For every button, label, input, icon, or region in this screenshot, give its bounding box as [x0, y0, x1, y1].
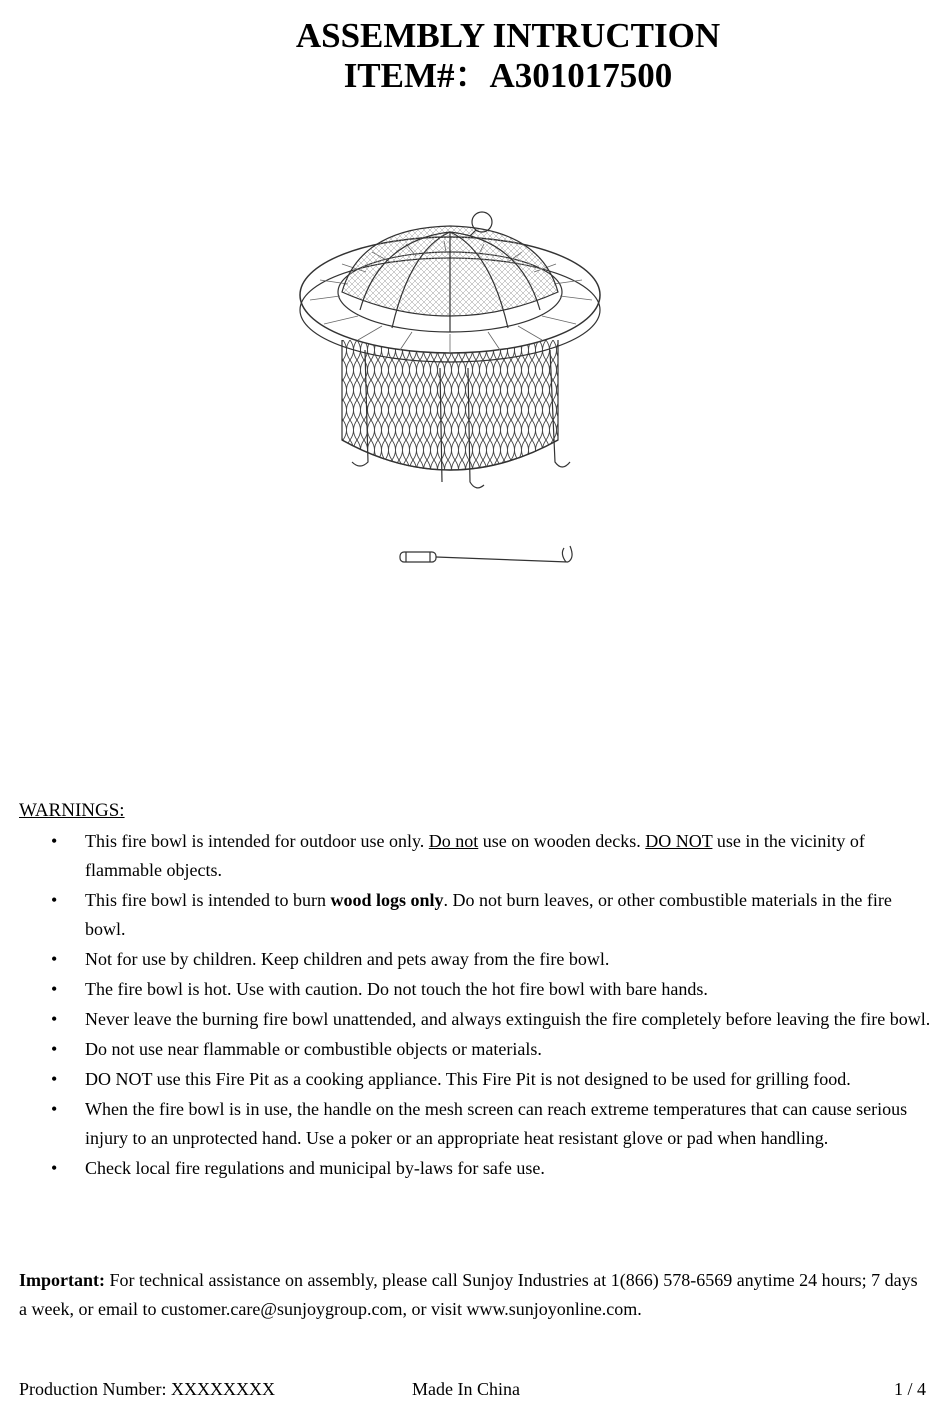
important-label: Important:	[19, 1270, 105, 1290]
warning-item: • DO NOT use this Fire Pit as a cooking appliance. This Fire Pit is not designed to be used for grilling food.	[19, 1065, 931, 1094]
warnings-heading: WARNINGS:	[19, 800, 125, 821]
page-number: 1 / 4	[893, 1379, 926, 1399]
warning-item: • The fire bowl is hot. Use with caution. Do not touch the hot fire bowl with bare hands.	[19, 975, 931, 1004]
fire-pit-illustration	[280, 200, 620, 580]
production-number: Production Number: XXXXXXXX	[19, 1379, 275, 1399]
warning-item: • This fire bowl is intended for outdoor use only. Do not use on wooden decks. DO NOT use in the vicinity of flammable objects.	[19, 827, 931, 885]
document-title: ASSEMBLY INTRUCTION	[295, 16, 721, 55]
warning-item: • Do not use near flammable or combustible objects or materials.	[19, 1035, 931, 1064]
important-note	[19, 1266, 929, 1324]
item-number: ITEM#：A301017500	[343, 56, 673, 95]
warning-item: • Check local fire regulations and municipal by-laws for safe use.	[19, 1154, 931, 1183]
warnings-list	[19, 827, 931, 1184]
important-text: For technical assistance on assembly, please call Sunjoy Industries at 1(866) 578-6569 anytime 24 hours; 7 days a week, or email to customer.care@sunjoygroup.com, or visit www.sunjoyonline.com.	[19, 1270, 918, 1319]
warning-item: • Never leave the burning fire bowl unattended, and always extinguish the fire completely before leaving the fire bowl.	[19, 1005, 931, 1034]
warning-item: • When the fire bowl is in use, the handle on the mesh screen can reach extreme temperatures that can cause serious injury to an unprotected hand. Use a poker or an appropriate heat resistant glove or pad when handling.	[19, 1095, 931, 1153]
origin-label: Made In China	[412, 1379, 520, 1399]
warning-item: • Not for use by children. Keep children and pets away from the fire bowl.	[19, 945, 931, 974]
warning-item: • This fire bowl is intended to burn wood logs only. Do not burn leaves, or other combustible materials in the fire bowl.	[19, 886, 931, 944]
